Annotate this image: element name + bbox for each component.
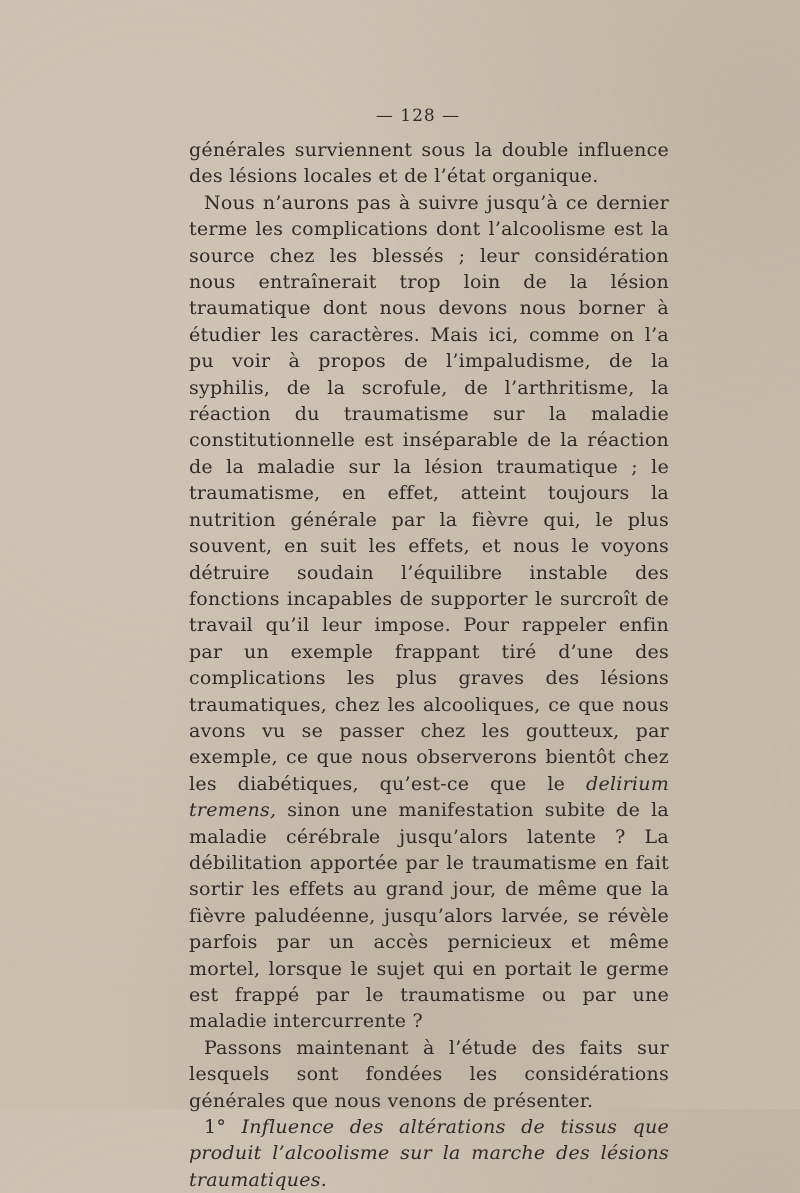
paragraph-alcoolisme-text: Nous n’aurons pas à suivre jusqu’à ce dernier terme les complications dont l’alcoolisme est la source chez les blessés ; leur considération nous entraînerait trop loin de la lésion traumatique dont nous devons nous borner à étudier les caractères. Mais ici, comme on l’a pu voir à propos de l’impaludisme, de la syphilis, de la scrofule, de l’arthritisme, la réaction du traumatisme sur la maladie constitutionnelle est inséparable de la réaction de la maladie sur la lésion traumatique ; le traumatisme, en effet, atteint toujours la nutrition générale par la fièvre qui, le plus souvent, en suit les effets, et nous le voyons détruire soudain l’équilibre instable des fonctions incapables de supporter le surcroît de travail qu’il leur impose. Pour rappeler enfin par un exemple frappant tiré d’une des complications les plus graves des lésions traumatiques, chez les alcooliques, ce que nous avons vu se passer chez les goutteux, par exemple, ce que nous observerons bientôt chez les diabétiques, qu’est-ce que le	[189, 191, 669, 795]
paragraph-passons: Passons maintenant à l’étude des faits sur lesquels sont fondées les considérations générales que nous venons de présenter.	[189, 1036, 669, 1112]
section-heading	[189, 1114, 669, 1193]
paragraph-alcoolisme	[189, 190, 669, 1035]
section-heading-title: Influence des altérations de tissus que produit l’alcoolisme sur la marche des lésions traumatiques.	[189, 1116, 669, 1191]
page-number: — 128 —	[375, 106, 461, 126]
section-heading-number: 1°	[204, 1116, 227, 1139]
body-text	[189, 137, 669, 1193]
paragraph-alcoolisme-continuation: sinon une manifestation subite de la maladie cérébrale jusqu’alors latente ? La débilitation apportée par le traumatisme en fait sortir les effets au grand jour, de même que la fièvre paludéenne, jusqu’alors larvée, se révèle parfois par un accès pernicieux et même mortel, lorsque le sujet qui en portait le germe est frappé par le traumatisme ou par une maladie intercurrente ?	[189, 799, 669, 1033]
italic-term-delirium: delirium tremens,	[189, 772, 670, 822]
paragraph-continuation: générales surviennent sous la double influence des lésions locales et de l’état organique.	[189, 139, 669, 188]
